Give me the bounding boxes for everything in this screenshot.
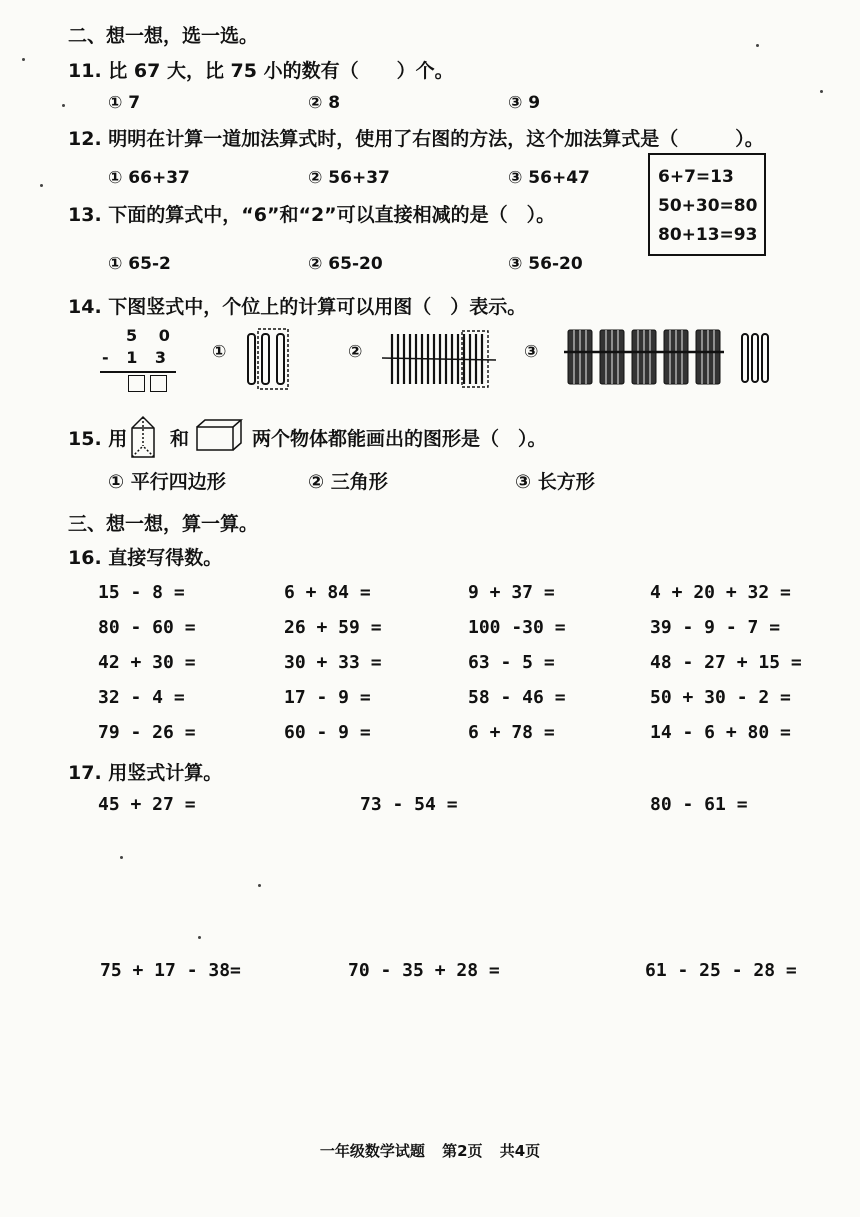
vertical-bottom-number: - 1 3 [102, 348, 173, 367]
calc-3-1: 42 + 30 = [98, 652, 196, 673]
calc-5-1: 79 - 26 = [98, 722, 196, 743]
calc-4-4: 50 + 30 - 2 = [650, 687, 791, 708]
stick-figure-2 [380, 330, 498, 388]
scan-speck [756, 44, 759, 47]
calc-5-3: 6 + 78 = [468, 722, 555, 743]
scan-speck [62, 104, 65, 107]
q11-text: 11. 比 67 大，比 75 小的数有（ ）个。 [68, 60, 454, 82]
scan-speck [198, 936, 201, 939]
q12-option-1: ① 66+37 [108, 168, 190, 188]
cuboid-icon [195, 418, 243, 452]
q11-option-1: ① 7 [108, 93, 141, 113]
vertical-calc-3: 80 - 61 = [650, 794, 748, 815]
box-line-1: 6+7=13 [658, 167, 734, 187]
vertical-rule [100, 371, 176, 373]
q15-text-pre: 15. 用 [68, 428, 128, 450]
vertical-calc-2: 73 - 54 = [360, 794, 458, 815]
q15-option-1: ① 平行四边形 [108, 471, 226, 493]
q14-option-2-label: ② [348, 342, 363, 362]
q12-option-3: ③ 56+47 [508, 168, 590, 188]
page-footer [0, 1140, 860, 1161]
vertical-subtraction [100, 326, 180, 396]
q15-option-2: ② 三角形 [308, 471, 388, 493]
calc-4-1: 32 - 4 = [98, 687, 185, 708]
calc-4-3: 58 - 46 = [468, 687, 566, 708]
scan-speck [258, 884, 261, 887]
answer-box-tens [128, 375, 145, 392]
calc-1-1: 15 - 8 = [98, 582, 185, 603]
q11-option-3: ③ 9 [508, 93, 541, 113]
footer-title: 一年级数学试题 [319, 1142, 425, 1160]
footer-total: 共4页 [499, 1142, 541, 1160]
calc-2-3: 100 -30 = [468, 617, 566, 638]
footer-page: 第2页 [442, 1142, 483, 1160]
calc-3-3: 63 - 5 = [468, 652, 555, 673]
box-line-2: 50+30=80 [658, 196, 758, 216]
q16-text: 16. 直接写得数。 [68, 547, 223, 569]
vertical-top-number: 5 0 [126, 326, 178, 345]
q12-text: 12. 明明在计算一道加法算式时，使用了右图的方法，这个加法算式是（ ）。 [68, 128, 764, 150]
vertical-calc-6: 61 - 25 - 28 = [645, 960, 797, 981]
scan-speck [820, 90, 823, 93]
answer-box-ones [150, 375, 167, 392]
q12-method-box [648, 153, 766, 256]
q15-text-post: 两个物体都能画出的图形是（ ）。 [252, 428, 547, 450]
q12-option-2: ② 56+37 [308, 168, 390, 188]
calc-3-2: 30 + 33 = [284, 652, 382, 673]
q15-option-3: ③ 长方形 [515, 471, 595, 493]
q13-option-2: ② 65-20 [308, 254, 383, 274]
scan-speck [22, 58, 25, 61]
calc-2-2: 26 + 59 = [284, 617, 382, 638]
q14-option-1-label: ① [212, 342, 227, 362]
vertical-calc-5: 70 - 35 + 28 = [348, 960, 500, 981]
q14-text: 14. 下图竖式中，个位上的计算可以用图（ ）表示。 [68, 296, 527, 318]
calc-2-1: 80 - 60 = [98, 617, 196, 638]
calc-3-4: 48 - 27 + 15 = [650, 652, 802, 673]
vertical-calc-1: 45 + 27 = [98, 794, 196, 815]
q11-option-2: ② 8 [308, 93, 341, 113]
q13-option-3: ③ 56-20 [508, 254, 583, 274]
calc-5-4: 14 - 6 + 80 = [650, 722, 791, 743]
q13-text: 13. 下面的算式中，“6”和“2”可以直接相减的是（ ）。 [68, 204, 556, 226]
box-line-3: 80+13=93 [658, 225, 758, 245]
section2-heading: 二、想一想，选一选。 [68, 25, 259, 47]
scan-speck [120, 856, 123, 859]
calc-1-2: 6 + 84 = [284, 582, 371, 603]
q17-text: 17. 用竖式计算。 [68, 762, 223, 784]
triangular-prism-icon [128, 414, 158, 460]
scan-speck [40, 184, 43, 187]
section3-heading: 三、想一想，算一算。 [68, 513, 259, 535]
q15-text-mid: 和 [170, 428, 190, 450]
calc-4-2: 17 - 9 = [284, 687, 371, 708]
q14-option-3-label: ③ [524, 342, 539, 362]
calc-5-2: 60 - 9 = [284, 722, 371, 743]
vertical-calc-4: 75 + 17 - 38= [100, 960, 241, 981]
calc-2-4: 39 - 9 - 7 = [650, 617, 781, 638]
calc-1-3: 9 + 37 = [468, 582, 555, 603]
stick-figure-1 [244, 328, 304, 390]
stick-figure-3 [562, 326, 774, 388]
calc-1-4: 4 + 20 + 32 = [650, 582, 791, 603]
q13-option-1: ① 65-2 [108, 254, 171, 274]
